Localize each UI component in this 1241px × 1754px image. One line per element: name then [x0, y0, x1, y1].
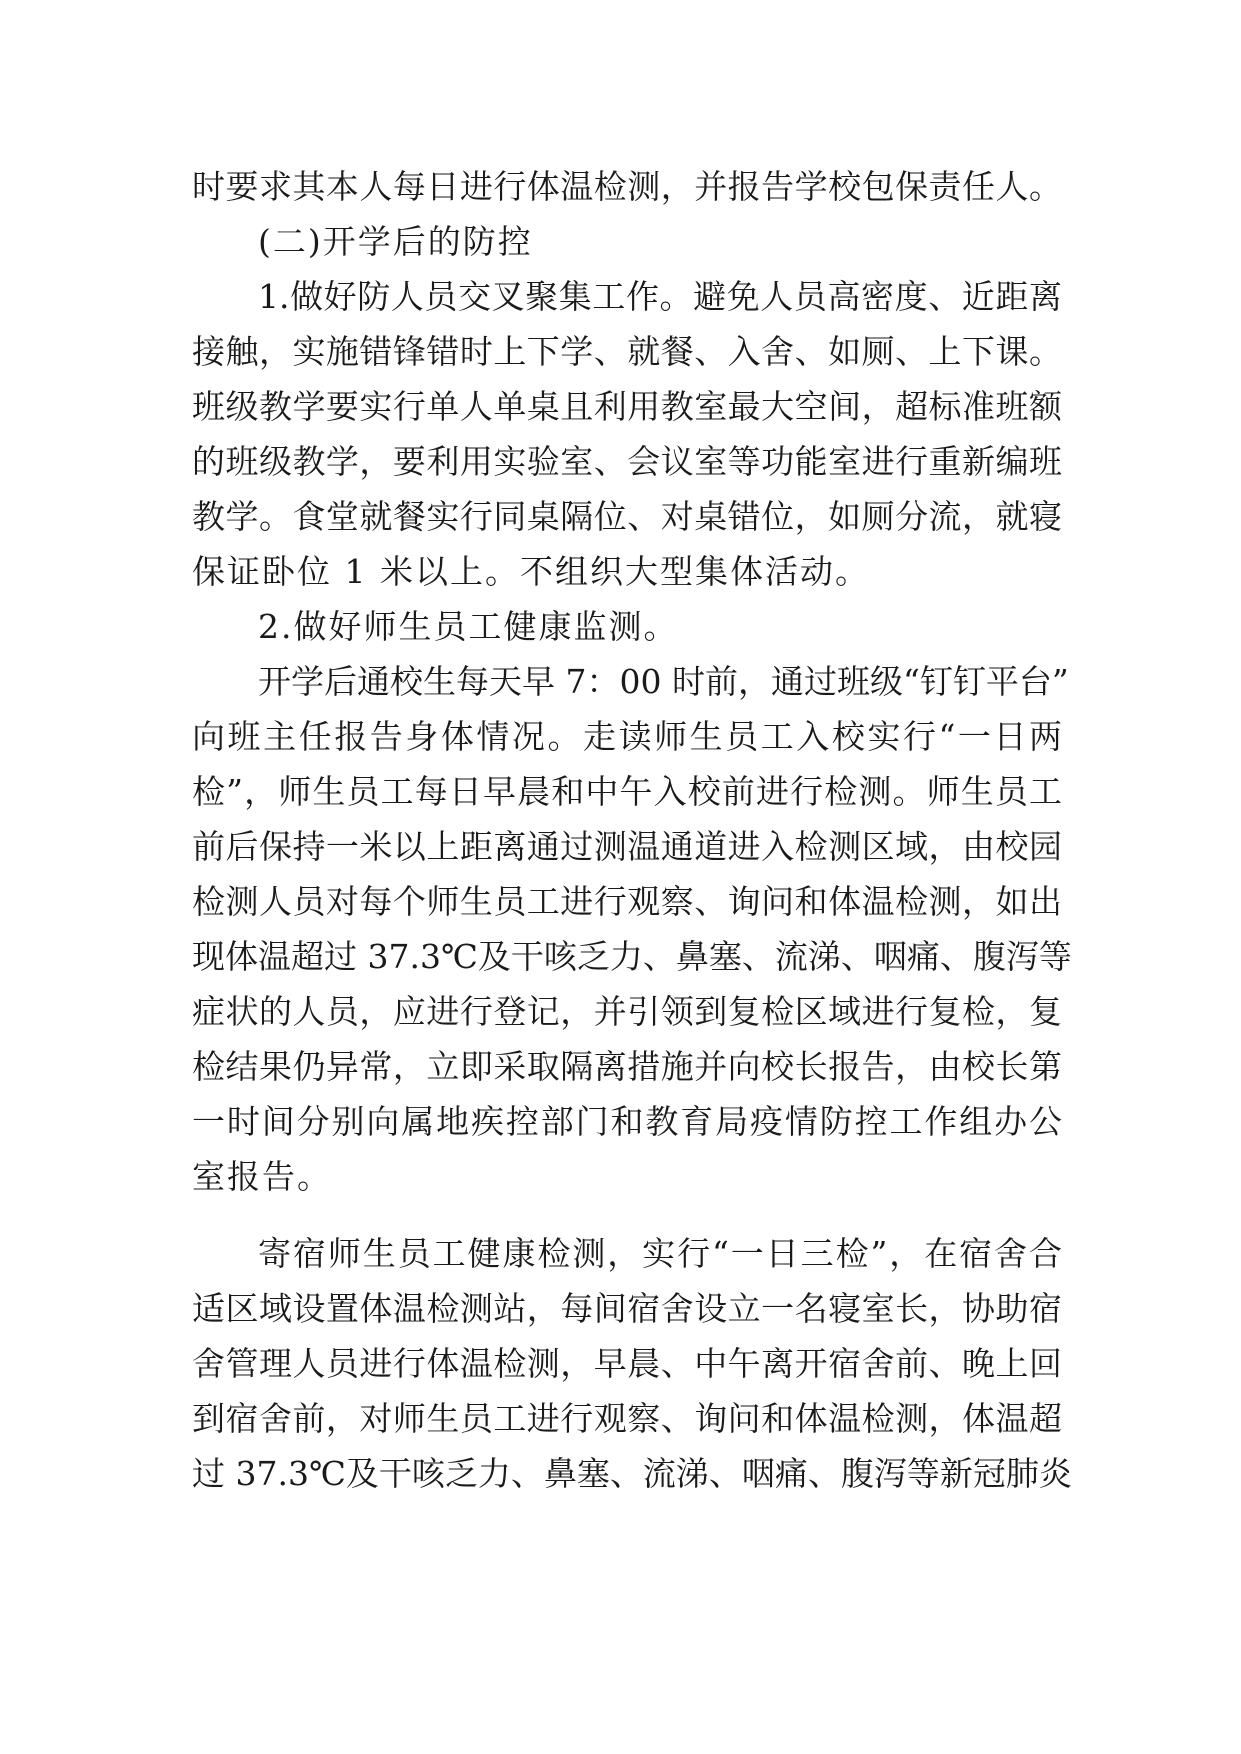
text-line: 到宿舍前，对师生员工进行观察、询问和体温检测，体温超 [192, 1399, 1062, 1438]
text-line: 症状的人员，应进行登记，并引领到复检区域进行复检，复 [192, 992, 1062, 1031]
text-line: 前后保持一米以上距离通过测温通道进入检测区域，由校园 [192, 827, 1062, 866]
text-line: 时要求其本人每日进行体温检测，并报告学校包保责任人。 [192, 167, 1062, 206]
text-line: 检测人员对每个师生员工进行观察、询问和体温检测，如出 [192, 882, 1062, 921]
section-heading: (二)开学后的防控 [258, 222, 533, 261]
text-line: 接触，实施错锋错时上下学、就餐、入舍、如厕、上下课。 [192, 332, 1062, 371]
text-line: 适区域设置体温检测站，每间宿舍设立一名寝室长，协助宿 [192, 1289, 1062, 1328]
numbered-item-heading: 2.做好师生员工健康监测。 [258, 607, 679, 646]
text-line: 寄宿师生员工健康检测，实行“一日三检”，在宿舍合 [258, 1234, 1062, 1273]
text-line: 过 37.3℃及干咳乏力、鼻塞、流涕、咽痛、腹泻等新冠肺炎 [192, 1454, 1072, 1493]
text-line: 保证卧位 1 米以上。不组织大型集体活动。 [192, 552, 870, 591]
text-line: 室报告。 [192, 1157, 332, 1196]
text-line: 检结果仍异常，立即采取隔离措施并向校长报告，由校长第 [192, 1047, 1062, 1086]
text-line: 的班级教学，要利用实验室、会议室等功能室进行重新编班 [192, 442, 1062, 481]
text-line: 开学后通校生每天早 7：00 时前，通过班级“钉钉平台” [258, 662, 1069, 701]
text-line: 一时间分别向属地疾控部门和教育局疫情防控工作组办公 [192, 1102, 1062, 1141]
text-line: 现体温超过 37.3℃及干咳乏力、鼻塞、流涕、咽痛、腹泻等 [192, 937, 1072, 976]
text-line: 班级教学要实行单人单桌且利用教室最大空间，超标准班额 [192, 387, 1062, 426]
text-line: 向班主任报告身体情况。走读师生员工入校实行“一日两 [192, 717, 1062, 756]
numbered-item-heading: 1.做好防人员交叉聚集工作。避免人员高密度、近距离 [258, 277, 1062, 316]
text-line: 舍管理人员进行体温检测，早晨、中午离开宿舍前、晚上回 [192, 1344, 1062, 1383]
text-line: 检”，师生员工每日早晨和中午入校前进行检测。师生员工 [192, 772, 1062, 811]
text-line: 教学。食堂就餐实行同桌隔位、对桌错位，如厕分流，就寝 [192, 497, 1062, 536]
